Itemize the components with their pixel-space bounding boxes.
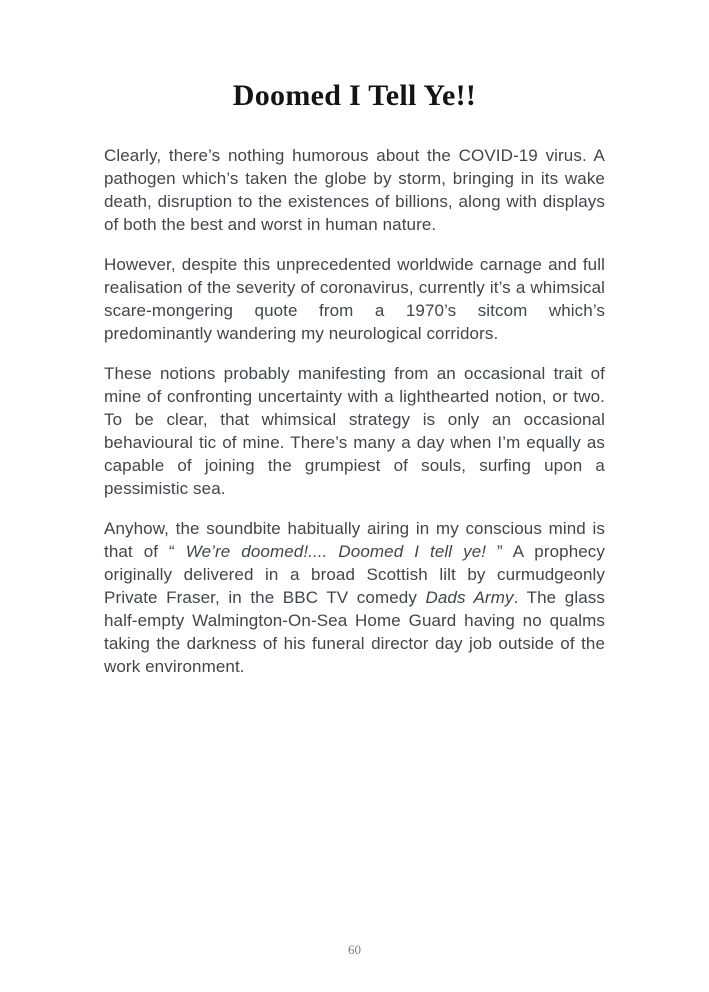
text-run: . The glass half-empty Walmington-On-Sea Home Guard having no qualms taking the darkness of his funeral director day job outside of the work environment. <box>104 588 605 676</box>
paragraph <box>104 517 605 678</box>
paragraph <box>104 144 605 236</box>
text-run: However, despite this unprecedented worldwide carnage and full realisation of the severity of coronavirus, currently it’s a whimsical scare-mongering quote from a 1970’s sitcom which’s predominantly wandering my neurological corridors. <box>104 255 605 343</box>
body-paragraphs <box>104 144 605 678</box>
text-run: ” A prophecy originally delivered in a broad Scottish lilt by curmudgeonly Private Fraser, in the BBC TV comedy <box>104 542 606 607</box>
paragraph <box>104 362 605 500</box>
page-title: Doomed I Tell Ye!! <box>232 79 477 112</box>
text-run: These notions probably manifesting from an occasional trait of mine of confronting uncertainty with a lighthearted notion, or two. To be clear, that whimsical strategy is only an occasional behavioural tic of mine. There’s many a day when I’m equally as capable of joining the grumpiest of souls, surfing upon a pessimistic sea. <box>104 364 605 498</box>
text-run: Anyhow, the soundbite habitually airing in my conscious mind is that of “ <box>104 519 605 561</box>
italic-text-run: We’re doomed!.... Doomed I tell ye! <box>185 542 487 561</box>
paragraph <box>104 253 605 345</box>
text-run: Clearly, there’s nothing humorous about the COVID-19 virus. A pathogen which’s taken the globe by storm, bringing in its wake death, disruption to the existences of billions, along with displays of both the best and worst in human nature. <box>104 146 605 234</box>
page-number: 60 <box>348 942 361 957</box>
italic-text-run: Dads Army <box>425 588 514 607</box>
